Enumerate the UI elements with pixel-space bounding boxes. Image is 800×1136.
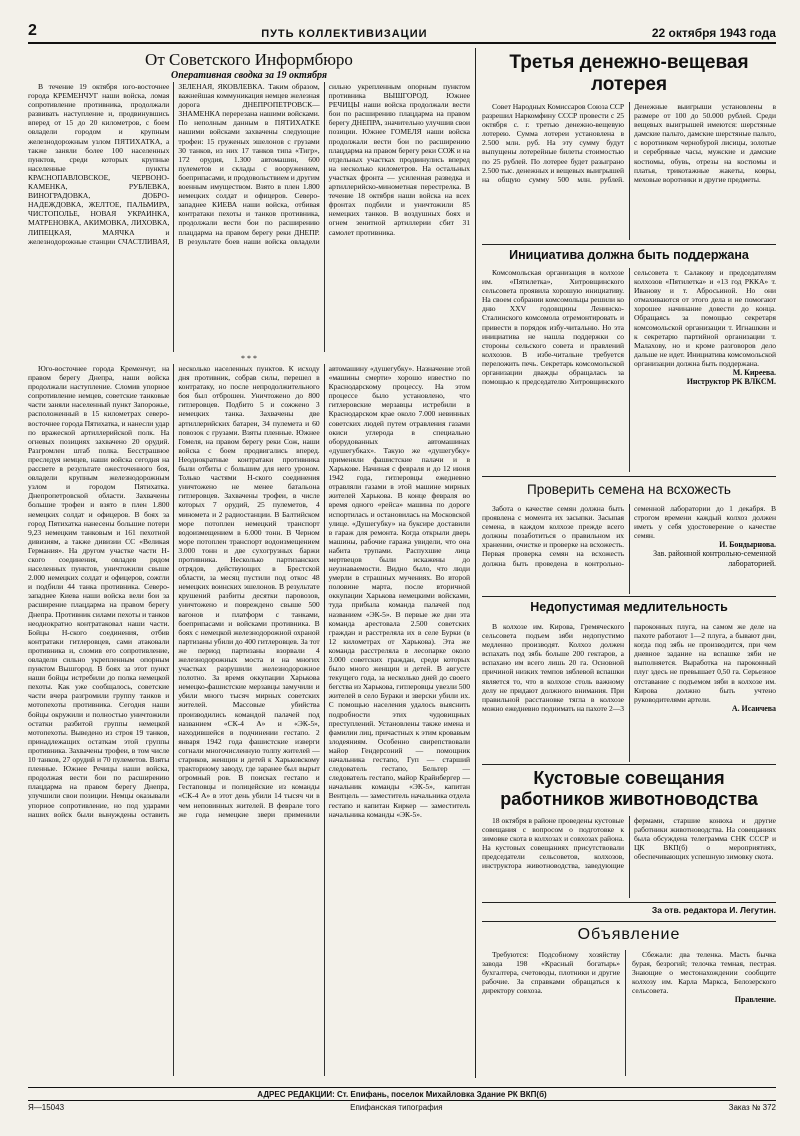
- column-divider: [475, 48, 476, 1078]
- ad-runaway-text: Сбежали: два теленка. Масть бычка бурая, безрогий; телочка темная, пестрая. Знающие о местонахождении сообщите колхозу им. Карла Маркса, Белозерского сельсовета.: [632, 950, 776, 996]
- slowness-body: [482, 622, 776, 762]
- seeds-signature-title: Зав. районной контрольно-семенной лабораторией.: [653, 549, 776, 568]
- editorial-address: АДРЕС РЕДАКЦИИ: Ст. Епифань, поселок Михайловка Здание РК ВКП(б): [257, 1090, 547, 1099]
- initiative-signature-title: Инструктор РК ВЛКСМ.: [686, 377, 776, 387]
- divider: [482, 244, 776, 245]
- footer: [28, 1087, 776, 1112]
- initiative-header: [482, 248, 776, 266]
- sovinformburo-subtitle: Оперативная сводка за 19 октября: [170, 70, 328, 80]
- ad-wanted: [482, 950, 626, 1076]
- masthead: [28, 22, 776, 44]
- divider: [482, 764, 776, 765]
- livestock-paragraph: 18 октября в районе проведены кустовые совещания с вопросом о подготовке к зимовке скота в колхозах и совхозах района. На кустовых совещаниях присутствовали председатели сельсоветов, колхозов, инструктора животноводства, заведующие фермами, старшие конюха и другие работники животноводства. На совещаниях была обсуждена телеграмма СНК СССР и ЦК ВКП(б) о мероприятиях, обеспечивающих успешную зимовку скота.: [482, 816, 776, 871]
- seeds-title: Проверить семена на всхожесть: [527, 482, 731, 497]
- seeds-paragraph: Забота о качестве семян должна быть проявлена с момента их засыпки. Засыпая семена, в каждом колхозе прежде всего должны позаботиться о правильном их хранении, очистке и проверке на всхожесть. Первая проверка семян на всхожесть должна быть проведена в контрольно-семенной лаборатории до 1 декабря. В строгом времени каждый колхоз должен иметь у себя удостоверение о качестве семян.: [482, 504, 776, 568]
- footer-row: [28, 1100, 776, 1112]
- lottery-paragraph: Совет Народных Комиссаров Союза ССР разрешил Наркомфину СССР провести с 25 октября с. г. третью денежно-вещевую лотерею. Сумма лотереи установлена в 2.500 млн. руб. На эту сумму будут выпущены лотерейные билеты стоимостью по 25 рублей. По лотерее будет разыграно 2.500 тыс. денежных и вещевых выигрышей на общую сумму 500 млн. рублей. Денежные выигрыши установлены в размере от 100 до 50.000 рублей. Среди вещевых выигрышей имеются: шерстяные дамские пальто, дамские шерстяные пальто, с воротником чернобурой лисицы, золотые и серебряные часы, мужские и дамские костюмы, обувь, отрезы на костюмы и платья, трикотажные жакеты, ковры, меховые воротники и другие предметы.: [482, 102, 776, 184]
- printer-name: Епифанская типография: [350, 1103, 443, 1112]
- ads-body: [482, 950, 776, 1076]
- sovinformburo-title: От Советского Информбюро: [145, 50, 353, 69]
- lottery-header: [482, 52, 776, 100]
- livestock-title: Кустовые совещания работников животноводства: [500, 768, 758, 809]
- slowness-header: [482, 600, 776, 620]
- divider: [482, 596, 776, 597]
- page-number: 2: [28, 22, 37, 39]
- sovinformburo-paragraph-2: Юго-восточнее города Кременчуг, на правом берегу Днепра, наши войска продолжали наступление. Сломив упорное сопротивление немцев, советские танковые части заняли населенный пункт Запорожье, расположенный в 15 километрах северо-восточнее города Пятихатка, и нанесли удар по вражеской артиллерийской полк. На огневых позициях захвачено 20 орудий. Разгромлен штаб полка. Бесстрашное преследуя немцев, наши войска сегодня на рассвете в результате ожесточенного боя, овладели крупным железнодорожным узлом и городом Пятихатка. Днепропетровской области. Захвачены большие трофеи и взято в плен 1.800 немецких солдат и офицеров. В боях за город Пятихатка нанесены большие потери 9,23 немецким танковым и 161 пехотной дивизиям, а также дивизии СС «Великая Германия». На другом участке части Н-ского соединения, овладев рядом населенных пунктов, уничтожили свыше 2.000 немецких солдат и офицеров, сожгли и подбили 44 танка противника. Северо-западнее Киева наши войска вели бои за расширение плацдарма на правом берегу Днепра. Противник силами пехоты и танков неоднократно контратаковал наши части. Бойцы Н-ского соединения, отбив контратаки гитлеровцев, сами атаковали противника и, сломив его сопротивление, овладели сильно укрепленным опорным пунктом Вышгород. В боях за этот пункт наши бойцы истребили до полка немецкой пехоты. Как уже сообщалось, советские части вчера разгромили группу танков и мотопехоты противника. Сегодня наши бойцы окружили и полностью уничтожили остатки разбитой группы немецкой мотопехоты. Выведено из строя 19 танков, принадлежащих остаткам этой группы противника. Захвачены трофеи, в том числе 10 танков, 27 орудий и 70 пулеметов. Взяты пленные. Южнее Речицы наши войска, продолжая вести бои по расширению плацдарма на правом берегу Днепра, улучшили свои позиции. Немцы оказывали упорное сопротивление, но под ударами наших войск были вынуждены оставить несколько населенных пунктов. К исходу дня противник, собрав силы, перешел в контратаку, но после непродолжительного боя был отброшен. Уничтожено до 800 гитлеровцев. Подбито 5 и сожжено 3 немецких танка. Захвачены две артиллерийских батареи, 34 пулемета и 60 повозок с грузами. Взяты пленные. Южнее Гомеля, на правом берегу реки Сож, наши войска с боем продвигались вперед. Неоднократные контратаки противника были отбиты с большим для него уроном. Только частями Н-ского соединения уничтожено не менее батальона гитлеровцев. Захвачены трофеи, в числе которых 7 орудий, 25 пулеметов, 4 миномета и 2 радиостанции. В Балтийском море потоплен немецкий транспорт водоизмещением в 6.000 тонн. В Черном море потоплен транспорт водоизмещением 3.000 тонн и две сухогрузных баржи противника. Несколько партизанских отрядов, действующих в Брестской области, за месяц пустили под откос 48 немецких воинских эшелонов. В результате крушений разбиты десятки паровозов, уничтожено и повреждено свыше 500 вагонов и платформ с танками, боеприпасами и войсками противника. В боях с немецкой железнодорожной охраной партизаны убили до 400 гитлеровцев. За тот же период партизаны взорвали 4 железнодорожных моста и на многих участках разрушили железнодорожное полотно. За время оккупации Харькова немецко-фашистские мерзавцы замучили и убили много тысяч мирных советских жителей. Массовые убийства производились командой палачей под названием «СК-4 А» и «ЭК-5», находившейся в подчинении гестапо. 2 января 1942 года фашистские изверги согнали многочисленную толпу жителей — стариков, женщин и детей к Харьковскому тракторному заводу, где заранее был вырыт огромный ров. В поисках гестапо и Гестаповцы и полицейские из команды «СК-4 А» в этот день убили 14 тысяч чи в чем неповинных жителей. В феврале того же года немецкие звери применили автомашину «душегубку». Назначение этой «машины смерти» хорошо известно по Краснодарскому процессу. На этом процессе было установлено, что гитлеровские мерзавцы истребили в Краснодарском крае около 7.000 невинных советских людей путем отравления газами окиси углерода в специально оборудованных автомашинах «душегубках». Такую же «душегубку» применяли фашистские палачи и в Харькове. Начиная с февраля и до 12 июня 1942 года, гитлеровцы ежедневно отравляли газами в этой машине мирных жителей Харькова. В конце февраля во время одного «рейса» машина по дороге испортилась и остановилась на Московской улице. «Душегубку» на буксире доставили в гараж для ремонта. Когда открыли дверь машины, рабочие гаража увидели, что она набита трупами. Распухшие лица мертвецов были искажены до неузнаваемости. Видно было, что люди умерли в страшных мучениях. Во второй половине марта, после вторичной оккупации Харькова немецкими войсками, туда прибыла команда палачей под названием «ЭК-5». В первые же дни эта команда арестовала 2.500 советских граждан и расстреляла их в селе Бурки (в 12 километрах от Харькова). Эта же команда расстреляла в лесопарке около 3.000 советских граждан, среди которых было много женщин и детей. В августе текущего года, за несколько дней до своего бегства из Харькова, гитлеровцы увезли 500 жителей в село Бураки и зверски убили их. С помощью населения удалось выяснить подробности этих чудовищных преступлений. Установлены также имена и фамилии лиц, причастных к этим кровавым злодеяниям. Особенно свирепствовали майор Гендерсоний — помощник начальника гестапо, Гуп — старший следователь гестапо, Бельтер — следователь гестапо, майор Крайнбергер — начальник команды «ЭК-5», капитан Вентцель — заместитель начальника отдела гестапо и капитан Киркер — заместитель начальника команды «ЭК-5».: [28, 364, 470, 819]
- seeds-header: [482, 482, 776, 502]
- divider: [482, 476, 776, 477]
- slowness-paragraph: В колхозе им. Кирова, Гремяческого сельсовета подъем зяби недопустимо медленно производят. Колхоз должен вспахать под зябь больше 200 гектаров, а вспахано им всего лишь 20 га. Основной причиной низких темпов зяблевой вспашки является то, что в колхозе столь важному делу не придают должного внимания. При правильной расстановке тягла в колхозе можно ежедневно поднимать на пахоте 2—3 пароконных плуга, на самом же деле на пахоте работают 1—2 плуга, а бывают дни, когда под зябь не производится, при чем дневное задание на вспашке зяби не выполняется. Выработка на пароконный плуг здесь не превышает 0,50 га. Серьезное отставание с подъемом зяби в колхозе им. Кирова должно быть учтено руководителями артели.: [482, 622, 776, 713]
- lottery-title: Третья денежно-вещевая лотерея: [509, 52, 749, 95]
- section-stars: * * *: [241, 354, 257, 363]
- ad-runaway-signature: Правление.: [734, 995, 776, 1005]
- sovinformburo-body: [28, 82, 470, 352]
- ad-wanted-text: Требуются: Подсобному хозяйству завода 198 «Красный богатырь» бухгалтера, счетоводы, плотники и другие рабочие. За справками обращаться к директору совхоза.: [482, 950, 620, 996]
- sovinformburo-header: [28, 50, 470, 80]
- slowness-signature: А. Исаичева: [731, 703, 776, 713]
- order-number: Заказ № 372: [728, 1103, 776, 1112]
- seeds-body: [482, 504, 776, 594]
- livestock-body: [482, 816, 776, 898]
- print-code: Я—15043: [28, 1103, 65, 1112]
- slowness-title: Недопустимая медлительность: [530, 600, 728, 614]
- ads-title: Объявление: [577, 926, 681, 943]
- paper-name: ПУТЬ КОЛЛЕКТИВИЗАЦИИ: [261, 28, 428, 40]
- seeds-signature: И. Бондырнова.: [719, 540, 776, 550]
- ad-runaway-calves: [632, 950, 776, 1076]
- divider: [482, 902, 776, 903]
- initiative-title: Инициатива должна быть поддержана: [509, 248, 749, 262]
- livestock-header: [482, 768, 776, 814]
- newspaper-page: [28, 22, 776, 1112]
- initiative-paragraph: Комсомольская организация в колхозе им. «Пятилетка», Хитровщинского сельсовета проявила хорошую инициативу. На своем собрании комсомольцы решили ко дню XXV годовщины Ленинско-Сталинского комсомола отремонтировать и привести в порядок избу-читальню. Но эта инициатива не нашла поддержки со стороны сельского совета и правлений колхозов. В избе-читальне требуется переложить печь. Секретарь комсомольской организации дважды обращалась за помощью к председателю Хитровщинского сельсовета т. Салакову и председателям колхозов «Пятилетка» и «13 год РККА» т. Иванову и т. Абросьиной. Но они отмахиваются от этого дела и не помогают хорошее начинание довести до конца. Обращаясь за помощью секретаря комсомольской организации т. Игнашкин и к секретарю партийной организации т. Малахову, но и кроме разговоров дело дальше не идет. Инициатива комсомольской организации должна быть поддержана.: [482, 268, 776, 387]
- sovinformburo-body-continued: [28, 364, 470, 1076]
- initiative-signature: М. Киреева.: [732, 368, 776, 378]
- editor-line: За отв. редактора И. Легутин.: [651, 905, 776, 915]
- divider: [482, 921, 776, 922]
- issue-date: 22 октября 1943 года: [651, 26, 776, 40]
- initiative-body: [482, 268, 776, 472]
- ads-header: [482, 926, 776, 948]
- lottery-body: [482, 102, 776, 240]
- sovinformburo-paragraph: В течение 19 октября юго-восточнее города КРЕМЕНЧУГ наши войска, ломая сопротивление противника, продолжали развивать наступление и, продвинувшись вперед от 15 до 20 километров, с боем овладели городом и крупным железнодорожным узлом ПЯТИХАТКА, а также заняли более 100 населенных пунктов, среди которых крупные населенные пункты КРАСНОПАВЛОВСКОЕ, ЧЕРВОНО-КАМЕНКА, РУБЛЕВКА, ВИНОГРАДОВКА, ДОБРО-НАДЕЖДОВКА, ЖЕЛТОЕ, ПАЛЬМИРА, ЧИСТОПОЛЬЕ, НОВАЯ УКРАИНКА, МАТРЕНОВКА, АКИМОВКА, ЛИХОВКА, ЛИПЕЦКАЯ, МАЯЧКА и железнодорожные станции СЧАСТЛИВАЯ, ЗЕЛЕНАЯ, ЯКОВЛЕВКА. Таким образом, важнейшая коммуникация немцев железная дорога ДНЕПРОПЕТРОВСК—ЗНАМЕНКА перерезана нашими войсками. По неполным данным в ПЯТИХАТКЕ нашими войсками захвачены следующие трофеи: 15 груженых эшелонов с грузами 30 танков, из них 17 танков типа «Тигр», 172 орудия, 1.300 автомашин, 600 пулеметов и склады с вооружением, боеприпасами, и продовольствием и другим военным имуществом. Взято в плен 1.800 немецких солдат и офицеров. Северо-западнее КИЕВА наши войска, отбивая контратаки пехоты и танков противника, продолжали вести бои по расширению плацдарма на правом берегу реки ДНЕПР. В результате боев наши войска овладели сильно укрепленным опорным пунктом противника ВЫШГОРОД. Южнее РЕЧИЦЫ наши войска продолжали вести бои по расширению плацдарма на правом берегу ДНЕПРА, значительно улучшив свои позиции. Южнее ГОМЕЛЯ наши войска продолжали вести бои по расширению плацдарма на правом берегу реки СОЖ и на отдельных участках продвинулись вперед на несколько километров. На остальных участках фронта — усиленная разведка и артиллерийско-минометная перестрелка. В течение 18 октября наши войска на всех фронтах подбили и уничтожили 85 немецких танков. В воздушных боях и огнем зенитной артиллерии сбит 31 самолет противника.: [28, 82, 470, 246]
